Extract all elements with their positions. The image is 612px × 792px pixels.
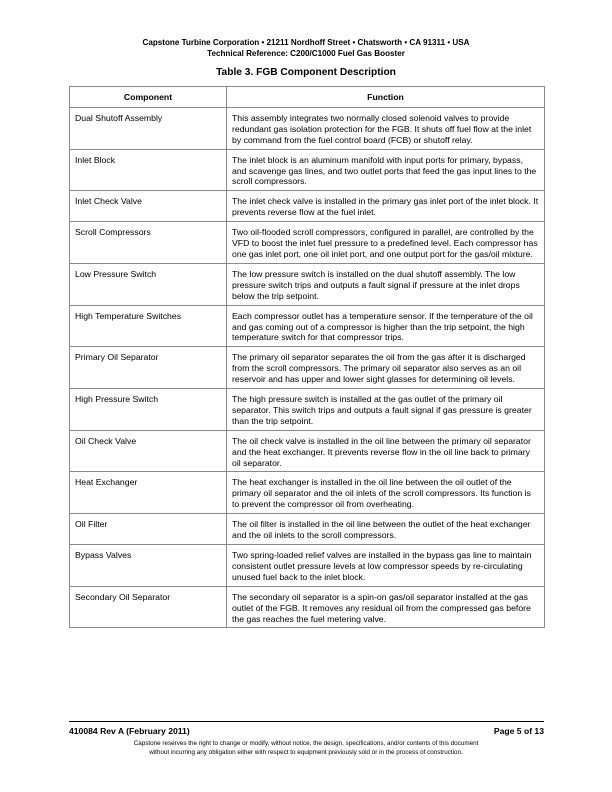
function-cell: Each compressor outlet has a temperature sensor. If the temperature of the oil and gas coming out of a compressor is higher than the trip setpoint, the high temperature switch for that compressor trips. — [227, 305, 545, 347]
function-cell: This assembly integrates two normally closed solenoid valves to provide redundant gas isolation protection for the FGB. It shuts off fuel flow at the inlet by command from the fuel control board (FCB) or shutoff relay. — [227, 107, 545, 149]
function-cell: The high pressure switch is installed at the gas outlet of the primary oil separator. This switch trips and outputs a fault signal if gas pressure is greater than the trip setpoint. — [227, 389, 545, 431]
table-row — [70, 545, 545, 587]
table-row — [70, 430, 545, 472]
function-cell: The low pressure switch is installed on the dual shutoff assembly. The low pressure switch trips and outputs a fault signal if pressure at the inlet drops below the trip setpoint. — [227, 263, 545, 305]
function-cell: The secondary oil separator is a spin-on gas/oil separator installed at the gas outlet of the FGB. It removes any residual oil from the compressed gas before the gas reaches the fuel metering valve. — [227, 586, 545, 628]
function-cell: The oil check valve is installed in the oil line between the primary oil separator and the heat exchanger. It prevents reverse flow in the oil line back to primary oil separator. — [227, 430, 545, 472]
table-row — [70, 107, 545, 149]
component-cell: Primary Oil Separator — [70, 347, 227, 389]
component-cell: High Temperature Switches — [70, 305, 227, 347]
column-header-component: Component — [70, 87, 227, 108]
component-table — [69, 86, 545, 628]
function-cell: The inlet check valve is installed in the primary gas inlet port of the inlet block. It prevents reverse flow at the fuel inlet. — [227, 191, 545, 222]
function-cell: The oil filter is installed in the oil line between the outlet of the heat exchanger and the oil inlets to the scroll compressors. — [227, 514, 545, 545]
function-cell: Two spring-loaded relief valves are installed in the bypass gas line to maintain consistent outlet pressure levels at low compressor speeds by re-circulating unused fuel back to the inlet block. — [227, 545, 545, 587]
table-row — [70, 472, 545, 514]
column-header-function: Function — [227, 87, 545, 108]
component-cell: Heat Exchanger — [70, 472, 227, 514]
disclaimer-line: Capstone reserves the right to change or modify, without notice, the design, specifications, and/or contents of this document — [133, 740, 479, 747]
component-cell: Inlet Block — [70, 149, 227, 191]
component-cell: Scroll Compressors — [70, 222, 227, 264]
page-header — [0, 37, 612, 59]
table-row — [70, 389, 545, 431]
component-cell: Secondary Oil Separator — [70, 586, 227, 628]
header-technical-reference: Technical Reference: C200/C1000 Fuel Gas Booster — [207, 49, 405, 58]
table-header-row — [70, 87, 545, 108]
disclaimer-line: without incurring any obligation either with respect to equipment previously sold or in the process of construction. — [149, 748, 463, 756]
function-cell: Two oil-flooded scroll compressors, configured in parallel, are controlled by the VFD to boost the inlet fuel pressure to a predefined level. Each compressor has one gas inlet port, one oil inlet port, and one output port for the gas/oil mixture. — [227, 222, 545, 264]
footer-disclaimer — [0, 740, 612, 757]
component-cell: Oil Filter — [70, 514, 227, 545]
component-cell: Bypass Valves — [70, 545, 227, 587]
table-row — [70, 149, 545, 191]
table-title: Table 3. FGB Component Description — [216, 67, 396, 78]
component-cell: High Pressure Switch — [70, 389, 227, 431]
header-company-address: Capstone Turbine Corporation • 21211 Nordhoff Street • Chatsworth • CA 91311 • USA — [142, 38, 470, 47]
footer-divider — [69, 721, 544, 722]
table-row — [70, 305, 545, 347]
table-row — [70, 514, 545, 545]
component-cell: Inlet Check Valve — [70, 191, 227, 222]
component-cell: Dual Shutoff Assembly — [70, 107, 227, 149]
page-number: Page 5 of 13 — [493, 726, 544, 736]
document-id: 410084 Rev A (February 2011) — [69, 726, 190, 736]
table-row — [70, 347, 545, 389]
table-row — [70, 586, 545, 628]
function-cell: The heat exchanger is installed in the oil line between the oil outlet of the primary oil separator and the oil inlets of the scroll compressors. Its function is to prevent the compressor oil from overheating. — [227, 472, 545, 514]
function-cell: The inlet block is an aluminum manifold with input ports for primary, bypass, and scavenge gas lines, and two outlet ports that feed the gas input lines to the scroll compressors. — [227, 149, 545, 191]
table-row — [70, 191, 545, 222]
function-cell: The primary oil separator separates the oil from the gas after it is discharged from the scroll compressors. The primary oil separator also serves as an oil reservoir and has upper and lower sight glasses for determining oil levels. — [227, 347, 545, 389]
component-cell: Low Pressure Switch — [70, 263, 227, 305]
component-cell: Oil Check Valve — [70, 430, 227, 472]
table-row — [70, 263, 545, 305]
table-row — [70, 222, 545, 264]
